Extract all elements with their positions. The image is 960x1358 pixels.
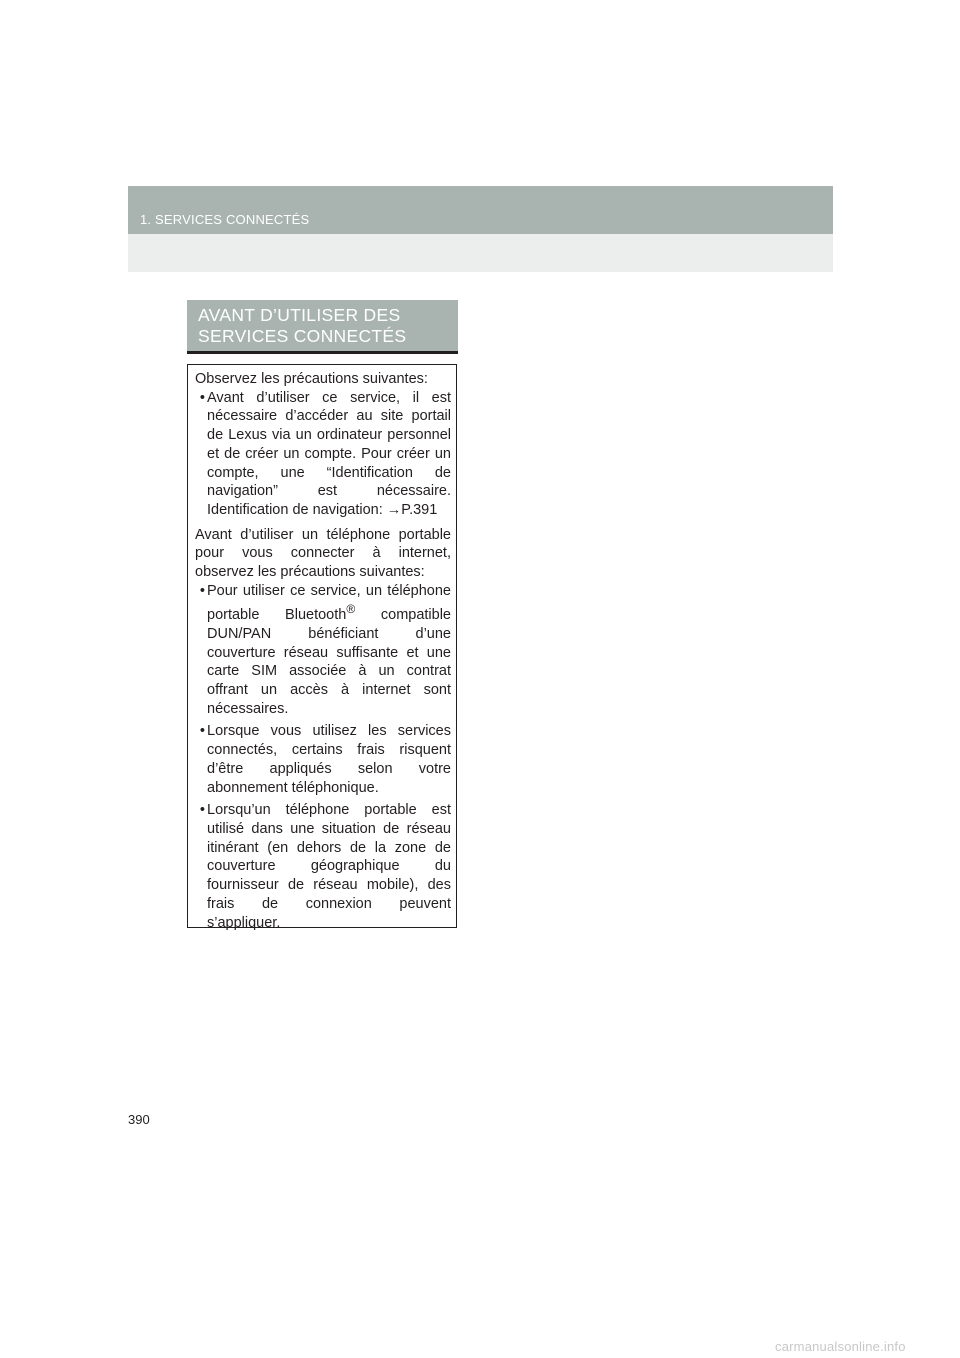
list-item bbox=[195, 801, 451, 932]
bullet-text bbox=[207, 389, 451, 520]
header-subband bbox=[128, 234, 833, 272]
list-item bbox=[195, 722, 451, 797]
bullet-text: Lorsque vous utilisez les services connectés, certains frais risquent d’être appliqués selon votre abonnement téléphonique. bbox=[207, 723, 451, 796]
section-title: 1. SERVICES CONNECTÉS bbox=[140, 212, 310, 227]
bullet-list-1 bbox=[195, 389, 451, 520]
page-number: 390 bbox=[128, 1112, 150, 1127]
precautions-content bbox=[195, 370, 451, 938]
page-reference-link[interactable]: P.391 bbox=[401, 501, 438, 518]
panel-title-box bbox=[187, 300, 458, 354]
bluetooth-text: Pour utiliser ce service, un téléphone portable Bluetooth bbox=[207, 582, 451, 624]
registered-mark: ® bbox=[346, 602, 356, 617]
watermark: carmanualsonline.info bbox=[775, 1339, 906, 1354]
bullet-list-2 bbox=[195, 582, 451, 932]
bullet-glyph: • bbox=[199, 389, 205, 406]
bullet-text: Lorsqu’un téléphone portable est utilisé dans une situation de réseau itinérant (en dehors de la zone de couverture géographique du fournisseur de réseau mobile), des frais de connexion peuvent s’appliquer. bbox=[207, 802, 451, 931]
header-band bbox=[128, 186, 833, 234]
bluetooth-text-rest: compatible DUN/PAN bénéficiant d’une couverture réseau suffisante et une carte SIM associée à un contrat offrant un accès à internet sont nécessaires. bbox=[207, 607, 452, 717]
panel-title bbox=[198, 305, 453, 347]
list-item bbox=[195, 389, 451, 520]
phone-intro-text: Avant d’utiliser un téléphone portable pour vous connecter à internet, observez les précautions suivantes: bbox=[195, 526, 451, 581]
bullet-glyph: • bbox=[199, 723, 205, 740]
precautions-box bbox=[187, 364, 457, 931]
account-requirement-text: Avant d’utiliser ce service, il est nécessaire d’accéder au site portail de Lexus via un ordinateur personnel et de créer un compte. Pour créer un compte, une “Identification de navigation” est nécessaire. Identification de navigation: bbox=[207, 389, 451, 518]
arrow-right-icon: → bbox=[386, 501, 402, 518]
bullet-glyph: • bbox=[199, 802, 205, 819]
intro-text: Observez les précautions suivantes: bbox=[195, 371, 428, 387]
bullet-glyph: • bbox=[199, 582, 205, 599]
panel-title-line1: AVANT D’UTILISER DES bbox=[198, 305, 401, 325]
bullet-text bbox=[207, 582, 451, 719]
list-item bbox=[195, 582, 451, 719]
panel-title-line2: SERVICES CONNECTÉS bbox=[198, 326, 407, 346]
